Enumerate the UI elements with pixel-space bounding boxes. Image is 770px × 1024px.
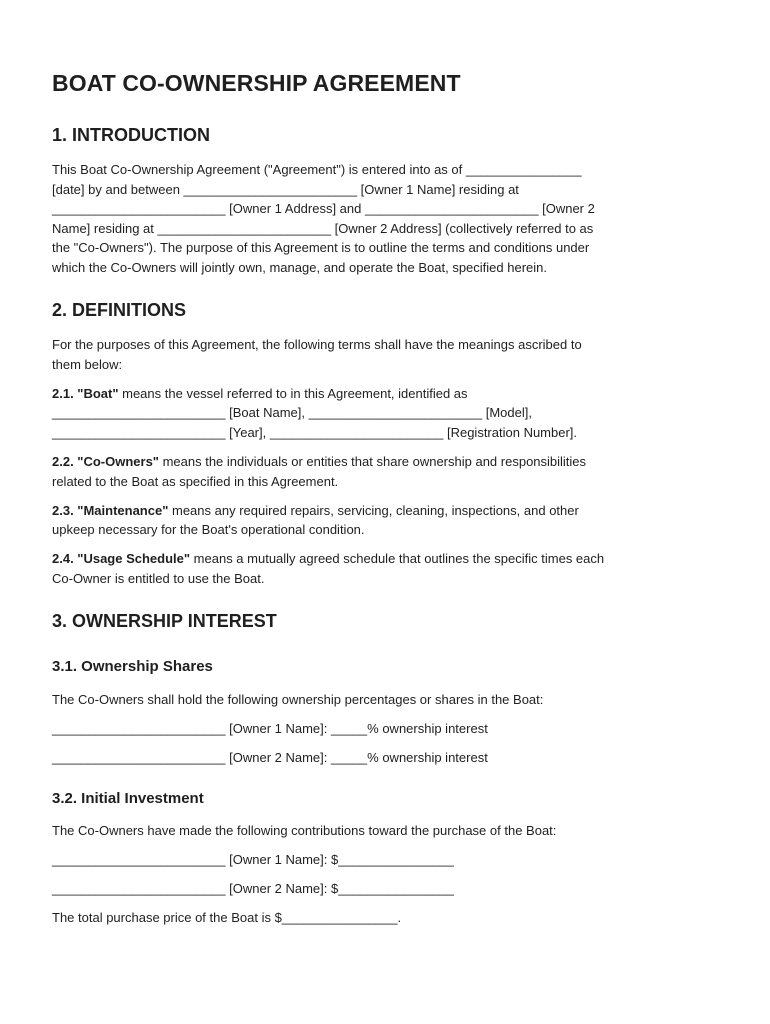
definition-maintenance-text: means any required repairs, servicing, cleaning, inspections, and other — [168, 502, 579, 518]
initial-investment-owner-2: ________________________ [Owner 2 Name]: $________________ — [52, 881, 454, 896]
document-title: BOAT CO-OWNERSHIP AGREEMENT — [52, 70, 461, 96]
definition-usage-schedule — [52, 549, 604, 569]
intro-line-3: ________________________ [Owner 1 Address] and ________________________ [Owner 2 — [52, 201, 595, 216]
intro-line-5: the "Co-Owners"). The purpose of this Agreement is to outline the terms and conditions under — [52, 240, 590, 255]
definition-boat — [52, 384, 468, 404]
ownership-shares-owner-2: ________________________ [Owner 2 Name]: _____% ownership interest — [52, 750, 488, 765]
definition-boat-line-3: ________________________ [Year], ________________________ [Registration Number]. — [52, 424, 578, 440]
intro-line-4: Name] residing at ________________________ [Owner 2 Address] (collectively referred to as — [52, 220, 594, 236]
definition-boat-line-2: ________________________ [Boat Name], ________________________ [Model], — [52, 405, 532, 420]
definitions-intro-line-2: them below: — [52, 356, 123, 372]
definition-maintenance — [52, 501, 579, 521]
definition-boat-text: means the vessel referred to in this Agreement, identified as — [118, 385, 468, 401]
section-introduction-heading: 1. INTRODUCTION — [52, 125, 211, 145]
ownership-shares-owner-1: ________________________ [Owner 1 Name]: _____% ownership interest — [52, 721, 488, 736]
ownership-shares-heading: 3.1. Ownership Shares — [52, 658, 213, 675]
initial-investment-heading: 3.2. Initial Investment — [52, 790, 204, 807]
total-purchase-price: The total purchase price of the Boat is $________________. — [52, 910, 402, 925]
definition-usage-schedule-text: means a mutually agreed schedule that outlines the specific times each — [190, 551, 605, 566]
ownership-shares-intro: The Co-Owners shall hold the following ownership percentages or shares in the Boat: — [52, 692, 544, 707]
definition-coowners-text: means the individuals or entities that share ownership and responsibilities — [158, 454, 587, 469]
intro-line-6: which the Co-Owners will jointly own, manage, and operate the Boat, specified herein. — [52, 259, 547, 275]
section-ownership-heading: 3. OWNERSHIP INTEREST — [52, 611, 277, 631]
definition-maintenance-line-2: upkeep necessary for the Boat's operational condition. — [52, 522, 365, 537]
intro-line-2: [date] by and between ________________________ [Owner 1 Name] residing at — [52, 181, 519, 197]
definition-boat-term: 2.1. "Boat" — [52, 385, 119, 401]
definition-coowners — [52, 452, 586, 472]
definitions-intro-line-1: For the purposes of this Agreement, the following terms shall have the meanings ascribed to — [52, 337, 582, 352]
definition-coowners-line-2: related to the Boat as specified in this Agreement. — [52, 473, 339, 489]
section-definitions-heading: 2. DEFINITIONS — [52, 300, 187, 320]
definition-usage-schedule-line-2: Co-Owner is entitled to use the Boat. — [52, 570, 265, 586]
definition-usage-schedule-term: 2.4. "Usage Schedule" — [52, 551, 191, 566]
definition-maintenance-term: 2.3. "Maintenance" — [52, 502, 169, 518]
initial-investment-owner-1: ________________________ [Owner 1 Name]: $________________ — [52, 852, 454, 867]
definition-coowners-term: 2.2. "Co-Owners" — [52, 454, 159, 469]
intro-line-1: This Boat Co-Ownership Agreement ("Agreement") is entered into as of ________________ — [52, 162, 582, 177]
initial-investment-intro: The Co-Owners have made the following contributions toward the purchase of the Boat: — [52, 823, 557, 838]
